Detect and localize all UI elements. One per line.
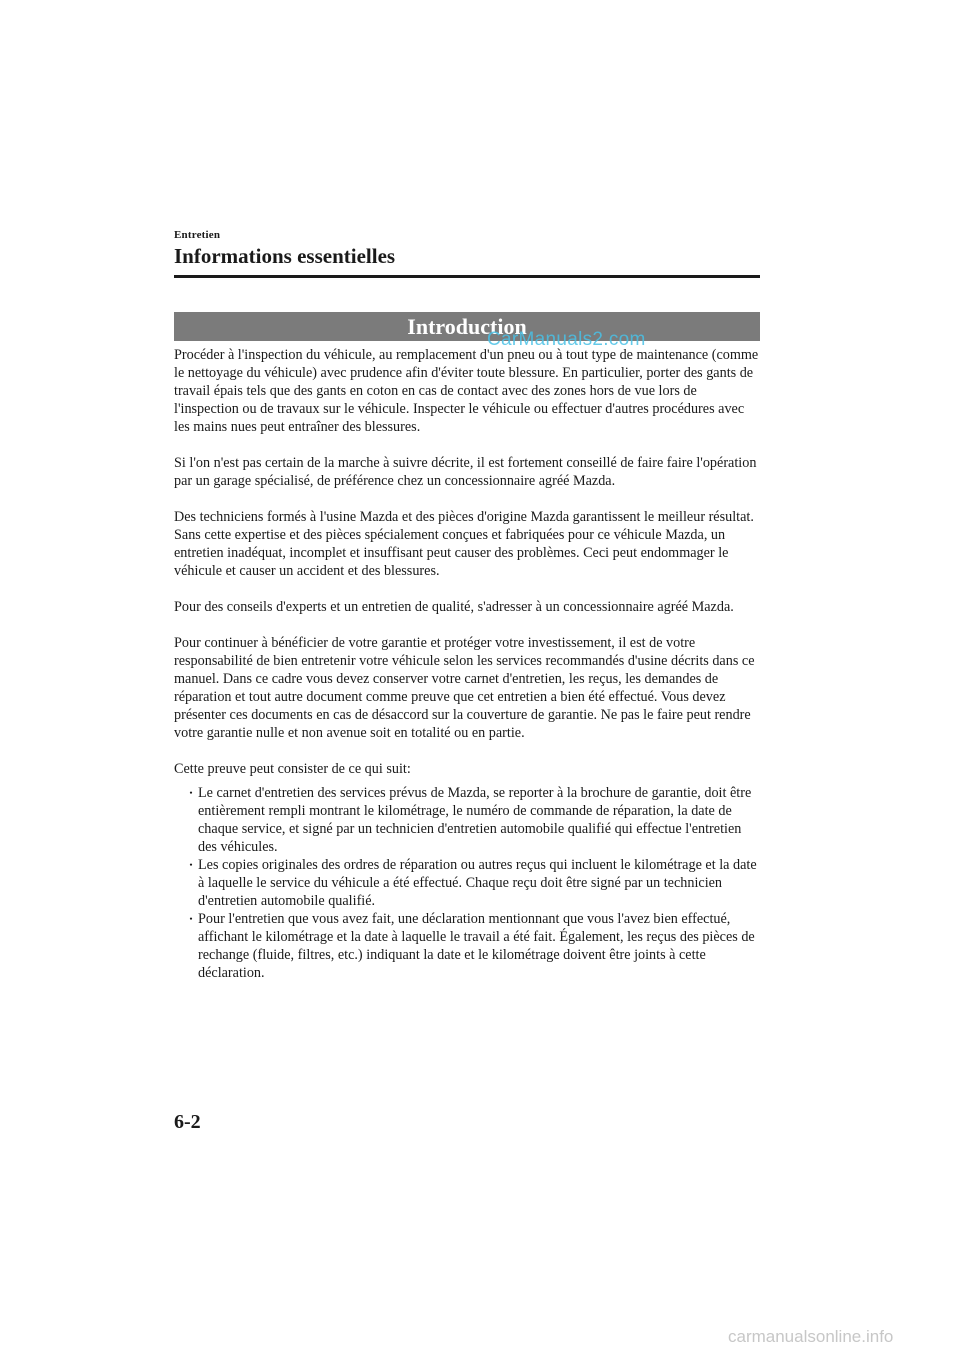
list-item-text: Pour l'entretien que vous avez fait, une déclaration mentionnant que vous l'avez bien effectué, affichant le kilométrage et la date à laquelle le travail a été fait. Également, les reçus des pièces de rechange (fluide, filtres, etc.) indiquant la date et le kilométrage doivent être joints à cette déclaration.: [198, 911, 755, 981]
list-item-text: Les copies originales des ordres de réparation ou autres reçus qui incluent le kilométrage et la date à laquelle le service du véhicule a été effectué. Chaque reçu doit être signé par un technicien d'entretien automobile qualifié.: [198, 857, 757, 909]
body-text: [174, 346, 760, 982]
paragraph-dealer-advice: Si l'on n'est pas certain de la marche à suivre décrite, il est fortement conseillé de faire faire l'opération par un garage spécialisé, de préférence chez un concessionnaire agréé Mazda.: [174, 455, 757, 489]
paragraph-proof-intro: Cette preuve peut consister de ce qui suit:: [174, 761, 411, 777]
paragraph-warranty: Pour continuer à bénéficier de votre garantie et protéger votre investissement, il est de votre responsabilité de bien entretenir votre véhicule selon les services recommandés d'usine décrits dans ce manuel. Dans ce cadre vous devez conserver votre carnet d'entretien, les reçus, les demandes de réparation et tout autre document comme preuve que cet entretien a bien été effectué. Vous devez présenter ces documents en cas de désaccord sur la couverture de garantie. Ne pas le faire peut rendre votre garantie nulle et non avenue soit en totalité ou en partie.: [174, 635, 755, 741]
bullet-icon: ・: [185, 912, 198, 926]
list-item-text: Le carnet d'entretien des services prévus de Mazda, se reporter à la brochure de garantie, doit être entièrement rempli montrant le kilométrage, le numéro de commande de réparation, la date de chaque service, et signé par un technicien d'entretien automobile qualifié qui effectue l'entretien des véhicules.: [198, 785, 752, 855]
paragraph-technicians: Des techniciens formés à l'usine Mazda et des pièces d'origine Mazda garantissent le meilleur résultat. Sans cette expertise et des pièces spécialement conçues et fabriquées pour ce véhicule Mazda, un entretien inadéquat, incomplet et insuffisant peut causer des problèmes. Ceci peut endommager le véhicule et causer un accident et des blessures.: [174, 509, 754, 579]
chapter-title: Informations essentielles: [174, 244, 396, 268]
watermark: CarManuals2.com: [487, 329, 646, 350]
proof-list: [174, 784, 760, 982]
section-label: Entretien: [174, 229, 221, 241]
bullet-icon: ・: [185, 786, 198, 800]
title-divider: [174, 275, 760, 278]
list-item: [186, 856, 760, 910]
bullet-icon: ・: [185, 858, 198, 872]
footer-url: carmanualsonline.info: [728, 1327, 894, 1346]
page-number: 6-2: [174, 1111, 201, 1133]
paragraph-expert-advice: Pour des conseils d'experts et un entretien de qualité, s'adresser à un concessionnaire agréé Mazda.: [174, 599, 734, 615]
paragraph-safety: Procéder à l'inspection du véhicule, au remplacement d'un pneu ou à tout type de maintenance (comme le nettoyage du véhicule) avec prudence afin d'éviter toute blessure. En particulier, porter des gants de travail épais tels que des gants en coton en cas de contact avec des zones hors de vue lors de l'inspection ou de travaux sur le véhicule. Inspecter le véhicule ou effectuer d'autres procédures avec les mains nues peut entraîner des blessures.: [174, 347, 759, 435]
introduction-heading: Introduction: [174, 312, 760, 341]
list-item: [186, 784, 760, 856]
list-item: [186, 910, 760, 982]
